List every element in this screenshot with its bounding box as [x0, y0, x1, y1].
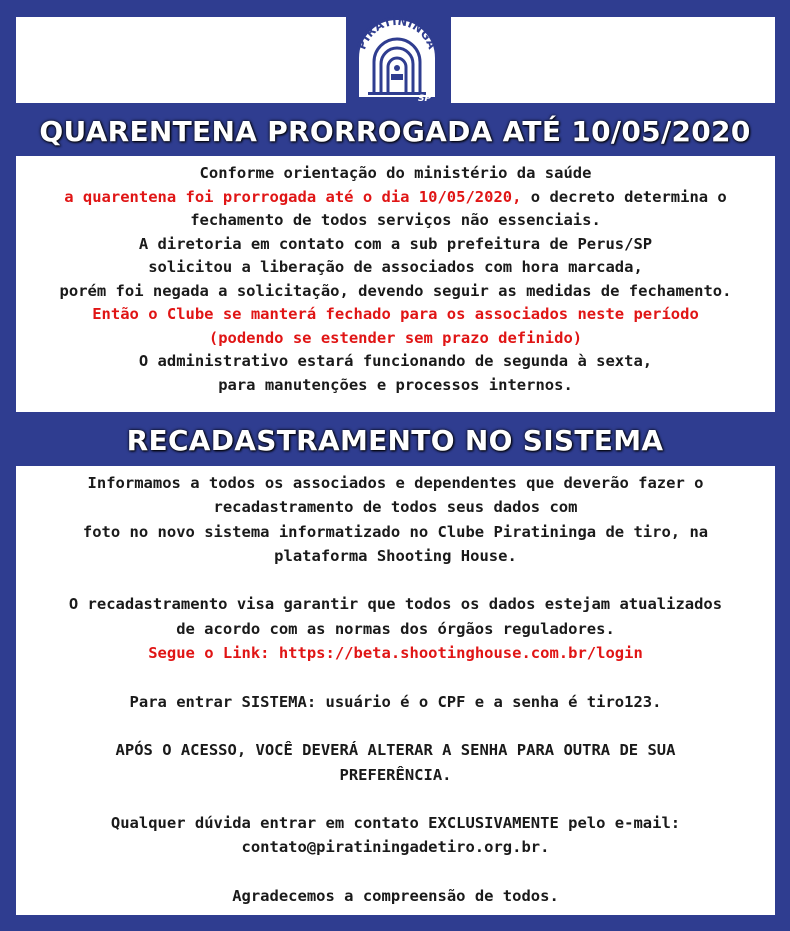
- contact-email[interactable]: contato@piratiningadetiro.org.br.: [241, 838, 550, 857]
- logo-suffix: SP: [418, 94, 432, 102]
- header-white-box-right: [451, 17, 775, 103]
- header-white-box-left: [16, 17, 346, 103]
- club-closed-notice: Então o Clube se manterá fechado para os associados neste período: [92, 305, 699, 323]
- registration-text-line: Informamos a todos os associados e dependentes que deverão fazer o: [87, 474, 704, 492]
- quarantine-text-line: porém foi negada a solicitação, devendo seguir as medidas de fechamento.: [59, 281, 732, 300]
- quarantine-extension-line: [16, 186, 775, 210]
- registration-link[interactable]: Segue o Link: https://beta.shootinghouse.com.br/login: [148, 644, 643, 663]
- quarantine-text-line: para manutenções e processos internos.: [218, 375, 573, 394]
- registration-text-line: de acordo com as normas dos órgãos reguladores.: [176, 619, 615, 638]
- registration-title: RECADASTRAMENTO NO SISTEMA: [126, 424, 664, 457]
- club-closed-notice-detail: (podendo se estender sem prazo definido): [208, 328, 583, 347]
- spacer: [16, 714, 775, 738]
- password-warning: APÓS O ACESSO, VOCÊ DEVERÁ ALTERAR A SENHA PARA OUTRA DE SUA: [115, 741, 676, 760]
- logo-lettering: PIRATININGA: [354, 13, 440, 52]
- registration-text-line: recadastramento de todos seus dados com: [213, 498, 578, 517]
- decree-text: o decreto determina o: [521, 187, 727, 206]
- quarantine-text-line: fechamento de todos serviços não essenciais.: [190, 211, 601, 229]
- registration-text-line: foto no novo sistema informatizado no Clube Piratininga de tiro, na: [82, 522, 709, 541]
- spacer: [16, 665, 775, 689]
- spacer: [16, 787, 775, 811]
- extension-date-highlight: a quarentena foi prorrogada até o dia 10/05/2020,: [64, 187, 522, 206]
- contact-text: Qualquer dúvida entrar em contato EXCLUSIVAMENTE pelo e-mail:: [110, 814, 681, 833]
- quarantine-text-line: Conforme orientação do ministério da saúde: [199, 164, 592, 182]
- registration-panel: [16, 466, 775, 915]
- quarantine-text-line: O administrativo estará funcionando de segunda à sexta,: [138, 352, 653, 370]
- registration-text-line: plataforma Shooting House.: [274, 546, 517, 565]
- password-warning: PREFERÊNCIA.: [339, 765, 452, 784]
- quarantine-title: QUARENTENA PRORROGADA ATÉ 10/05/2020: [39, 115, 751, 148]
- quarantine-text-line: A diretoria em contato com a sub prefeitura de Perus/SP: [138, 234, 653, 253]
- club-logo: [352, 6, 442, 102]
- spacer: [16, 860, 775, 884]
- quarantine-text-line: solicitou a liberação de associados com hora marcada,: [148, 258, 643, 276]
- quarantine-panel: [16, 156, 775, 412]
- thanks-text: Agradecemos a compreensão de todos.: [232, 887, 559, 906]
- login-instructions: Para entrar SISTEMA: usuário é o CPF e a senha é tiro123.: [129, 692, 662, 711]
- spacer: [16, 568, 775, 592]
- registration-text-line: O recadastramento visa garantir que todos os dados estejam atualizados: [68, 595, 723, 614]
